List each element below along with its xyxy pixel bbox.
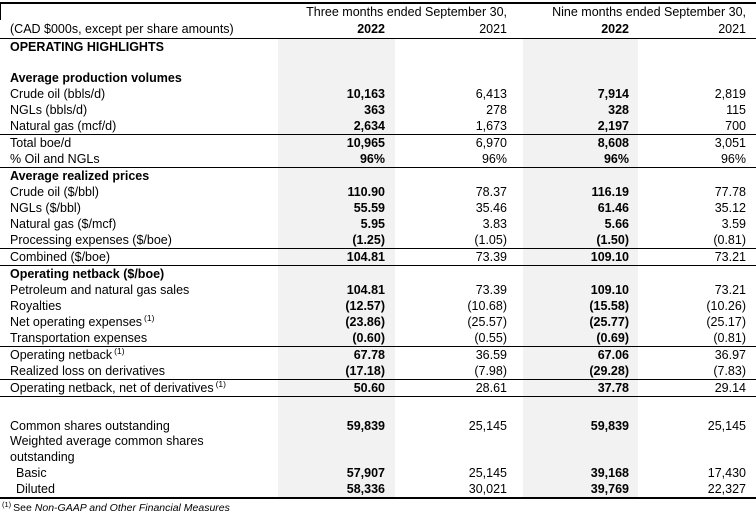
- cell-q3-2022: [278, 434, 395, 465]
- row-label-text: Natural gas ($/mcf): [10, 217, 117, 231]
- row-label-text: Operating netback, net of derivatives: [10, 381, 214, 395]
- row-label: [0, 282, 278, 298]
- row-label: [0, 266, 278, 282]
- table-row: [0, 200, 756, 216]
- row-label-text: Operating netback: [10, 348, 113, 362]
- cell-9m-2021: 73.21: [714, 250, 746, 264]
- cell-q3-2021: [395, 55, 515, 70]
- row-label-text: Average realized prices: [10, 169, 150, 183]
- row-label-text: Natural gas (mcf/d): [10, 119, 117, 133]
- cell-q3-2022: 363: [278, 102, 395, 118]
- cell-q3-2021: 28.61: [475, 381, 507, 395]
- table-row: [0, 151, 756, 168]
- cell-9m-2021: [638, 39, 756, 55]
- cell-9m-2021: 29.14: [714, 381, 746, 395]
- row-label-text: % Oil and NGLs: [10, 152, 100, 166]
- row-label: [0, 86, 278, 102]
- cell-q3-2021: (0.55): [474, 331, 507, 345]
- cell-9m-2022: [523, 434, 638, 465]
- cell-9m-2022: 96%: [523, 151, 638, 167]
- table-row: [0, 363, 756, 380]
- col-group-three-months: Three months ended September 30,: [306, 5, 507, 19]
- cell-9m-2021: 36.97: [714, 348, 746, 362]
- cell-q3-2022: (12.57): [278, 298, 395, 314]
- row-label: [0, 102, 278, 118]
- row-label-text: NGLs ($/bbl): [10, 201, 81, 215]
- cell-9m-2021: 22,327: [707, 482, 746, 496]
- cell-9m-2022: 2,197: [523, 118, 638, 134]
- cell-9m-2022: [523, 70, 638, 86]
- table-row: [0, 135, 756, 151]
- cell-q3-2022: 110.90: [278, 184, 395, 200]
- table-header: [0, 4, 756, 39]
- cell-9m-2021: 3,051: [714, 136, 746, 150]
- cell-q3-2022: 5.95: [278, 216, 395, 232]
- cell-9m-2022: [523, 55, 638, 70]
- cell-q3-2021: 278: [486, 103, 507, 117]
- row-label: [0, 418, 278, 434]
- footnote-reference: (1): [114, 345, 125, 356]
- cell-q3-2021: (25.57): [467, 315, 507, 329]
- left-edge-tick: [0, 4, 1, 20]
- cell-q3-2022: (1.25): [278, 232, 395, 248]
- footnote-prefix: See: [13, 502, 32, 514]
- footnote-reference: (1): [144, 312, 155, 323]
- table-row: [0, 232, 756, 249]
- cell-9m-2021: (0.81): [713, 331, 746, 345]
- cell-q3-2022: 50.60: [278, 380, 395, 396]
- blank-row: [0, 397, 756, 418]
- cell-9m-2022: [523, 266, 638, 282]
- table-row: [0, 330, 756, 347]
- cell-9m-2022: 109.10: [523, 249, 638, 265]
- cell-9m-2021: 25,145: [707, 419, 746, 433]
- table-row: [0, 481, 756, 497]
- cell-q3-2021: [395, 397, 515, 418]
- table-row: [0, 298, 756, 314]
- cell-q3-2021: 73.39: [475, 250, 507, 264]
- cell-q3-2022: 96%: [278, 151, 395, 167]
- cell-q3-2021: 6,970: [475, 136, 507, 150]
- header-spacer: [0, 4, 278, 21]
- cell-q3-2022: [278, 397, 395, 418]
- cell-q3-2021: (10.68): [467, 299, 507, 313]
- footnote: [0, 499, 756, 515]
- row-label: [0, 39, 278, 55]
- cell-9m-2022: 116.19: [523, 184, 638, 200]
- table-row: [0, 418, 756, 434]
- cell-q3-2021: 73.39: [475, 283, 507, 297]
- cell-q3-2021: 35.46: [475, 201, 507, 215]
- footnote-reference: (1): [215, 378, 226, 389]
- cell-9m-2022: (0.69): [523, 330, 638, 346]
- row-label: [0, 118, 278, 134]
- cell-9m-2021: [638, 70, 756, 86]
- financial-highlights-table: [0, 2, 756, 515]
- cell-9m-2022: 328: [523, 102, 638, 118]
- cell-9m-2021: [638, 168, 756, 184]
- table-body: [0, 39, 756, 497]
- cell-9m-2022: 8,608: [523, 135, 638, 151]
- cell-q3-2022: (17.18): [278, 363, 395, 379]
- row-label: [0, 70, 278, 86]
- cell-q3-2021: 6,413: [475, 87, 507, 101]
- table-row: [0, 282, 756, 298]
- col-group-nine-months: Nine months ended September 30,: [552, 5, 746, 19]
- section-row: [0, 168, 756, 184]
- row-label-text: Net operating expenses: [10, 315, 143, 329]
- table-row: [0, 216, 756, 232]
- row-label-text: Common shares outstanding: [10, 419, 170, 433]
- cell-9m-2021: [638, 434, 756, 465]
- cell-9m-2021: 77.78: [714, 185, 746, 199]
- cell-q3-2022: [278, 55, 395, 70]
- cell-9m-2022: [523, 168, 638, 184]
- header-group-row: [0, 4, 756, 21]
- row-label: [0, 249, 278, 265]
- table-row: [0, 118, 756, 135]
- cell-q3-2021: 36.59: [475, 348, 507, 362]
- cell-q3-2021: (7.98): [474, 364, 507, 378]
- cell-q3-2022: (0.60): [278, 330, 395, 346]
- cell-9m-2022: (1.50): [523, 232, 638, 248]
- row-label: [0, 363, 278, 379]
- row-label-text: NGLs (bbls/d): [10, 103, 88, 117]
- cell-q3-2022: 10,965: [278, 135, 395, 151]
- cell-q3-2021: [395, 434, 515, 465]
- cell-q3-2021: 30,021: [468, 482, 507, 496]
- cell-9m-2021: 35.12: [714, 201, 746, 215]
- table-row: [0, 465, 756, 481]
- section-row: [0, 39, 756, 55]
- cell-9m-2021: 115: [726, 103, 746, 117]
- cell-9m-2022: 7,914: [523, 86, 638, 102]
- row-label: [0, 380, 278, 396]
- table-row: [0, 314, 756, 330]
- cell-q3-2022: [278, 70, 395, 86]
- cell-9m-2022: 5.66: [523, 216, 638, 232]
- row-label: [0, 216, 278, 232]
- row-label-text: Petroleum and natural gas sales: [10, 283, 190, 297]
- cell-q3-2021: [395, 39, 515, 55]
- table-row: [0, 249, 756, 266]
- section-row: [0, 266, 756, 282]
- col-year-q3-2022: 2022: [357, 22, 385, 36]
- cell-q3-2022: [278, 168, 395, 184]
- cell-9m-2021: 73.21: [714, 283, 746, 297]
- row-label: [0, 232, 278, 248]
- cell-q3-2021: [395, 168, 515, 184]
- cell-9m-2021: (10.26): [706, 299, 746, 313]
- cell-9m-2021: [638, 266, 756, 282]
- cell-q3-2022: [278, 266, 395, 282]
- table-row: [0, 102, 756, 118]
- cell-9m-2021: [638, 397, 756, 418]
- cell-q3-2022: 58,336: [278, 481, 395, 497]
- table-row: [0, 434, 756, 465]
- cell-9m-2022: 39,168: [523, 465, 638, 481]
- cell-9m-2021: 700: [725, 119, 746, 133]
- col-year-q3-2021: 2021: [479, 22, 507, 36]
- row-label-text: Average production volumes: [10, 71, 182, 85]
- cell-9m-2021: 17,430: [707, 466, 746, 480]
- cell-q3-2022: 104.81: [278, 282, 395, 298]
- cell-9m-2022: 67.06: [523, 347, 638, 363]
- cell-q3-2022: 57,907: [278, 465, 395, 481]
- cell-9m-2022: [523, 39, 638, 55]
- row-label: [0, 298, 278, 314]
- row-label-text: Total boe/d: [10, 136, 72, 150]
- cell-q3-2021: 78.37: [475, 185, 507, 199]
- cell-q3-2021: [395, 266, 515, 282]
- row-label: [0, 347, 278, 363]
- cell-q3-2021: (1.05): [474, 233, 507, 247]
- cell-9m-2022: 61.46: [523, 200, 638, 216]
- col-year-9m-2022: 2022: [601, 22, 629, 36]
- row-label-text: Combined ($/boe): [10, 250, 111, 264]
- cell-9m-2021: (7.83): [713, 364, 746, 378]
- cell-q3-2022: (23.86): [278, 314, 395, 330]
- cell-q3-2021: 3.83: [482, 217, 507, 231]
- blank-row: [0, 55, 756, 70]
- row-label: [0, 151, 278, 167]
- cell-9m-2022: [523, 397, 638, 418]
- header-year-row: [0, 21, 756, 38]
- row-label: [0, 200, 278, 216]
- table: [0, 2, 756, 499]
- row-label-text: Crude oil ($/bbl): [10, 185, 99, 199]
- cell-q3-2021: 96%: [481, 152, 507, 166]
- table-row: [0, 347, 756, 363]
- cell-q3-2021: 25,145: [468, 466, 507, 480]
- cell-9m-2022: (25.77): [523, 314, 638, 330]
- row-label-text: Processing expenses ($/boe): [10, 233, 172, 247]
- cell-9m-2022: 59,839: [523, 418, 638, 434]
- row-label-text: Transportation expenses: [10, 331, 148, 345]
- footnote-marker: (1): [2, 499, 12, 509]
- row-label-text: Crude oil (bbls/d): [10, 87, 106, 101]
- cell-q3-2022: 10,163: [278, 86, 395, 102]
- cell-9m-2022: 39,769: [523, 481, 638, 497]
- row-label: [0, 135, 278, 151]
- cell-9m-2021: (25.17): [706, 315, 746, 329]
- cell-9m-2021: [638, 55, 756, 70]
- row-label-text: Operating netback ($/boe): [10, 267, 165, 281]
- row-label-text: Diluted: [16, 482, 55, 496]
- cell-q3-2022: 59,839: [278, 418, 395, 434]
- row-label: [0, 330, 278, 346]
- row-label-text: Basic: [16, 466, 47, 480]
- row-label-text: OPERATING HIGHLIGHTS: [10, 40, 164, 54]
- row-label: [0, 168, 278, 184]
- cell-q3-2021: 25,145: [468, 419, 507, 433]
- unit-label: (CAD $000s, except per share amounts): [10, 22, 234, 36]
- cell-9m-2021: 96%: [720, 152, 746, 166]
- row-label-text: Realized loss on derivatives: [10, 364, 165, 378]
- row-label: [0, 434, 225, 465]
- cell-9m-2021: 2,819: [714, 87, 746, 101]
- table-row: [0, 184, 756, 200]
- table-row: [0, 86, 756, 102]
- col-year-9m-2021: 2021: [718, 22, 746, 36]
- cell-9m-2022: 37.78: [523, 380, 638, 396]
- cell-q3-2021: [395, 70, 515, 86]
- cell-9m-2022: (15.58): [523, 298, 638, 314]
- row-label-text: Weighted average common shares outstanding: [10, 434, 204, 464]
- cell-q3-2022: 55.59: [278, 200, 395, 216]
- row-label: [0, 314, 278, 330]
- cell-9m-2022: (29.28): [523, 363, 638, 379]
- cell-q3-2022: 104.81: [278, 249, 395, 265]
- table-row: [0, 380, 756, 397]
- row-label: [0, 481, 278, 497]
- cell-q3-2022: [278, 39, 395, 55]
- section-row: [0, 70, 756, 86]
- cell-9m-2021: 3.59: [721, 217, 746, 231]
- row-label: [0, 184, 278, 200]
- footnote-title: Non-GAAP and Other Financial Measures: [34, 502, 230, 514]
- row-label-text: Royalties: [10, 299, 62, 313]
- cell-9m-2021: (0.81): [713, 233, 746, 247]
- cell-q3-2022: 2,634: [278, 118, 395, 134]
- cell-q3-2022: 67.78: [278, 347, 395, 363]
- row-label: [0, 465, 278, 481]
- cell-q3-2021: 1,673: [475, 119, 507, 133]
- cell-9m-2022: 109.10: [523, 282, 638, 298]
